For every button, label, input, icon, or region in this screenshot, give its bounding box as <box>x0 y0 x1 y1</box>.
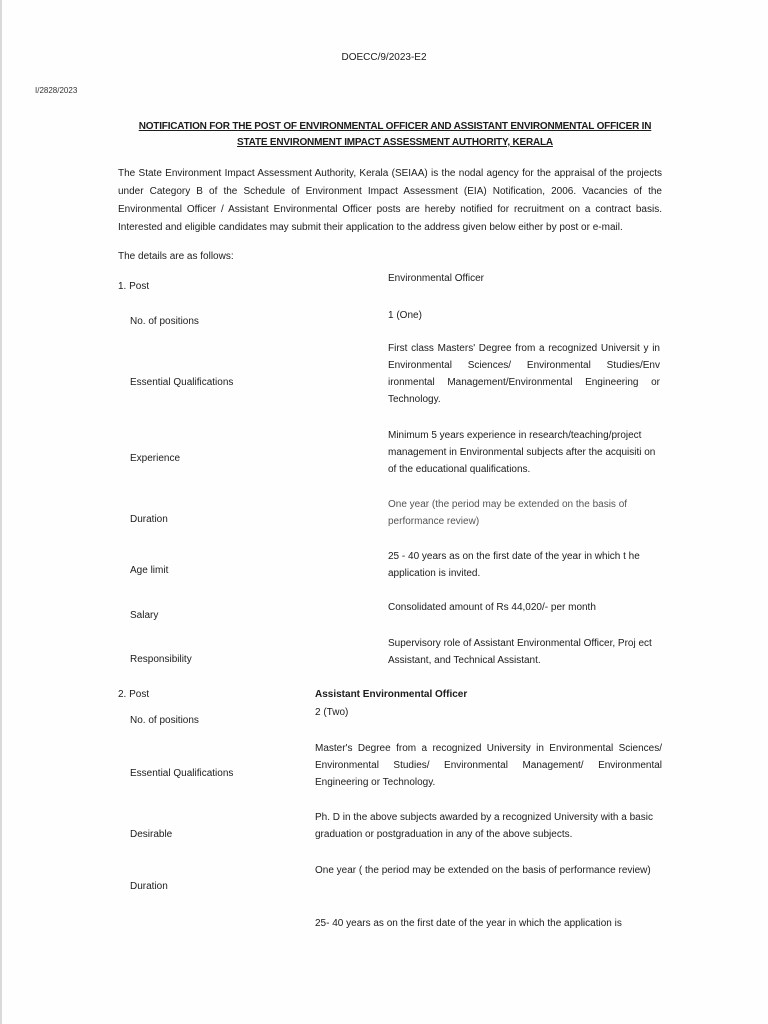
file-number: I/2828/2023 <box>35 86 78 95</box>
post1-positions-label: No. of positions <box>130 316 199 327</box>
title-line-1: NOTIFICATION FOR THE POST OF ENVIRONMENTAL OFFICER AND ASSISTANT ENVIRONMENTAL OFFICER IN <box>138 121 652 132</box>
post2-value: Assistant Environmental Officer <box>315 689 468 700</box>
post1-value: Environmental Officer <box>388 273 484 284</box>
post1-exp-value: Minimum 5 years experience in research/teaching/project management in Environmental subjects after the acquisiti on of the educational qualifications. <box>388 430 656 475</box>
post1-salary-label: Salary <box>130 610 159 621</box>
notification-title <box>100 119 690 151</box>
post1-label: 1. Post <box>118 281 150 292</box>
post2-qual-value: Master's Degree from a recognized University in Environmental Sciences/ Environmental Studies/ Environmental Management/ Environmental Engineering or Technology. <box>315 743 662 788</box>
post2-desirable-label: Desirable <box>130 829 173 840</box>
post2-duration-value: One year ( the period may be extended on the basis of performance review) <box>315 865 651 876</box>
title-line-2: STATE ENVIRONMENT IMPACT ASSESSMENT AUTHORITY, KERALA <box>237 137 553 148</box>
post1-resp-label: Responsibility <box>130 654 192 665</box>
post2-desirable-value: Ph. D in the above subjects awarded by a recognized University with a basic graduation or postgraduation in any of the above subjects. <box>315 812 653 840</box>
page-edge <box>0 0 2 1024</box>
post1-age-label: Age limit <box>130 565 169 576</box>
post1-duration-value: One year (the period may be extended on the basis of performance review) <box>388 499 628 527</box>
post1-positions-value: 1 (One) <box>388 310 422 321</box>
post1-qual-label: Essential Qualifications <box>130 377 234 388</box>
post2-positions-value: 2 (Two) <box>315 707 349 718</box>
post2-qual-label: Essential Qualifications <box>130 768 234 779</box>
post1-qual-value: First class Masters' Degree from a recognized Universit y in Environmental Sciences/ Environmental Studies/Env ironmental Management/Environmental Engineering or Technology. <box>388 343 660 405</box>
post1-exp-label: Experience <box>130 453 181 464</box>
post2-age-value: 25- 40 years as on the first date of the year in which the application is <box>315 918 622 929</box>
post1-salary-value: Consolidated amount of Rs 44,020/- per month <box>388 602 596 613</box>
post1-age-value: 25 - 40 years as on the first date of the year in which t he application is invited. <box>388 551 640 579</box>
intro-paragraph: The State Environment Impact Assessment Authority, Kerala (SEIAA) is the nodal agency for the appraisal of the projects under Category B of the Schedule of Environment Impact Assessment (EIA) Notification, 2006. Vacancies of the Environmental Officer / Assistant Environmental Officer posts are hereby notified for recruitment on a contract basis. Interested and eligible candidates may submit their application to the address given below either by post or e-mail. <box>118 168 662 233</box>
post1-duration-label: Duration <box>130 514 168 525</box>
details-heading: The details are as follows: <box>118 251 234 262</box>
post2-label: 2. Post <box>118 689 150 700</box>
reference-number: DOECC/9/2023-E2 <box>341 52 427 63</box>
post2-duration-label: Duration <box>130 881 168 892</box>
post1-resp-value: Supervisory role of Assistant Environmental Officer, Proj ect Assistant, and Technical Assistant. <box>388 638 652 666</box>
post2-positions-label: No. of positions <box>130 715 199 726</box>
